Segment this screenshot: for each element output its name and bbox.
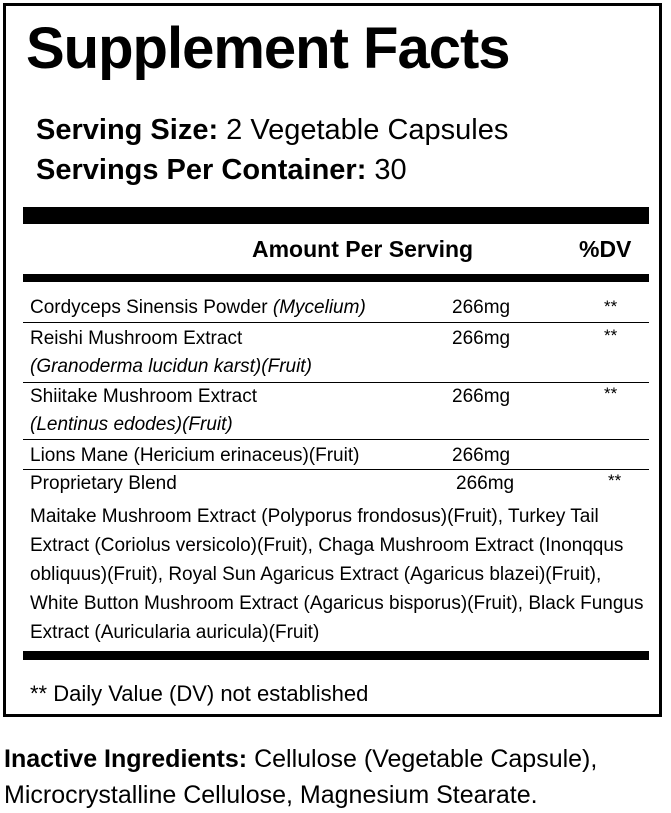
- ingredient-subname: (Granoderma lucidun karst)(Fruit): [30, 356, 312, 377]
- ingredient-name: Lions Mane (Hericium erinaceus)(Fruit): [30, 445, 360, 466]
- ingredient-amount: 266mg: [456, 473, 515, 494]
- ingredient-name: Proprietary Blend: [30, 473, 177, 494]
- ingredient-dv: **: [604, 384, 618, 403]
- servings-per-container: [36, 156, 407, 185]
- row-divider: [23, 469, 649, 470]
- ingredient-amount: 266mg: [452, 297, 511, 318]
- inactive-ingredients: [4, 741, 670, 813]
- ingredient-dv: **: [608, 471, 622, 490]
- divider-bottom: [23, 651, 649, 660]
- ingredient-amount: 266mg: [452, 386, 511, 407]
- ingredient-subname: (Lentinus edodes)(Fruit): [30, 414, 233, 435]
- ingredient-amount: 266mg: [452, 445, 511, 466]
- serving-size-value: 2 Vegetable Capsules: [218, 114, 509, 146]
- serving-size: [36, 116, 508, 145]
- panel-title: Supplement Facts: [26, 16, 510, 81]
- row-divider: [23, 439, 649, 440]
- ingredient-name: [30, 298, 366, 317]
- servings-per-value: 30: [366, 154, 407, 186]
- ingredient-name: Reishi Mushroom Extract: [30, 328, 243, 349]
- footnote: ** Daily Value (DV) not established: [30, 681, 369, 706]
- serving-size-label: Serving Size:: [36, 114, 219, 146]
- row-divider: [23, 322, 649, 323]
- supplement-facts-panel: [3, 3, 662, 717]
- divider-medium: [23, 274, 649, 282]
- ingredient-dv: **: [604, 297, 618, 316]
- divider-thick: [23, 207, 649, 224]
- ingredient-dv: **: [604, 326, 618, 345]
- inactive-text: Cellulose (Vegetable Capsule), Microcrystalline Cellulose, Magnesium Stearate.: [4, 745, 598, 809]
- header-amount-per-serving: Amount Per Serving: [252, 236, 474, 262]
- inactive-label: Inactive Ingredients:: [4, 745, 248, 773]
- ingredient-amount: 266mg: [452, 328, 511, 349]
- ingredient-name-main: Cordyceps Sinensis Powder: [30, 297, 273, 318]
- ingredient-name: Shiitake Mushroom Extract: [30, 386, 258, 407]
- row-divider: [23, 382, 649, 383]
- ingredient-name-italic: (Mycelium): [272, 297, 366, 318]
- servings-per-label: Servings Per Container:: [36, 154, 367, 186]
- header-daily-value: %DV: [579, 236, 632, 262]
- blend-description: Maitake Mushroom Extract (Polyporus frondosus)(Fruit), Turkey Tail Extract (Coriolus versicolo)(Fruit), Chaga Mushroom Extract (Inonqqus obliquus)(Fruit), Royal Sun Agaricus Extract (Agaricus blazei)(Fruit), White Button Mushroom Extract (Agaricus bisporus)(Fruit), Black Fungus Extract (Auricularia auricula)(Fruit): [30, 506, 644, 643]
